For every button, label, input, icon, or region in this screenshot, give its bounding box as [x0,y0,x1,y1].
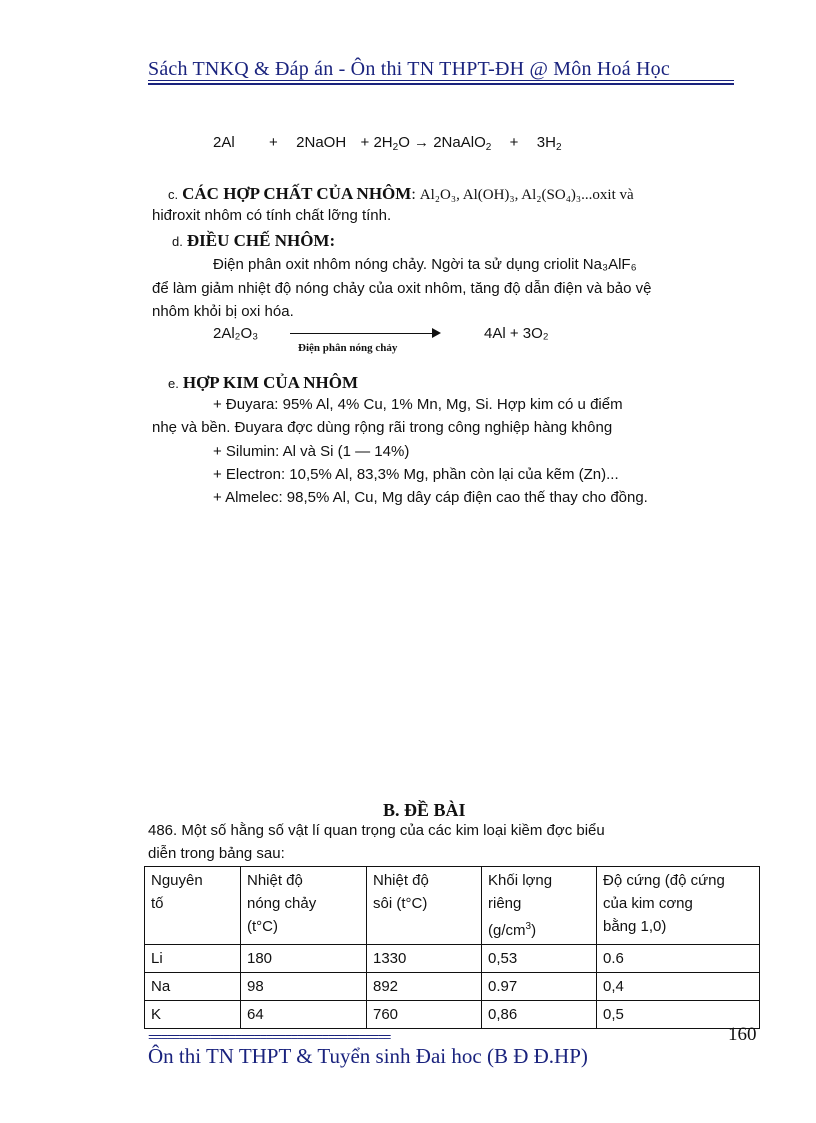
section-letter: e. [168,376,179,391]
eq-reactant-al: 2Al [213,134,235,151]
header-cell: Nguyên tố [145,867,241,945]
eq-reactant-naoh: 2NaOH [296,134,347,151]
section-title: CÁC HỢP CHẤT CỦA NHÔM [182,184,412,203]
list-item: + Electron: 10,5% Al, 83,3% Mg, phần còn lại của kẽm (Zn)... [213,466,619,483]
footer-text: Ôn thi TN THPT & Tuyển sinh Đai hoc (B Đ Đ.HP) [148,1044,588,1068]
table-cell: 0,86 [482,1001,597,1029]
eq-reactant-al2o3: 2Al₂O₃ [213,325,259,342]
paragraph-line: hiđroxit nhôm có tính chất lỡng tính. [152,207,392,224]
table-cell: 64 [241,1001,367,1029]
table-cell: 0.6 [597,945,760,973]
equation-aluminum-naoh [213,134,562,153]
page-number: 160 [728,1024,757,1045]
eq-product-naalo2: 2NaAlO$_2$ [433,134,492,153]
question-text: 486. Một số hằng số vật lí quan trọng của các kim loại kiềm đợc biểu [148,822,605,839]
section-letter: c. [168,187,179,202]
reaction-condition: Điện phân nóng chảy [298,342,398,354]
question-text: diễn trong bảng sau: [148,845,285,862]
eq-product-h2: $3H_2$ [536,134,562,153]
paragraph-line: nhôm khỏi bị oxi hóa. [152,303,294,320]
table-cell: Na [145,973,241,1001]
table-cell: 0,5 [597,1001,760,1029]
list-item: + Đuyara: 95% Al, 4% Cu, 1% Mn, Mg, Si. Hợp kim có u điểm [213,396,623,413]
header-divider-thick [148,83,734,85]
eq-reactant-water: $2H_2O$ [373,134,410,153]
compound-list: Al₂O₃, Al(OH)₃, Al₂(SO₄)₃...oxit và [419,187,634,203]
eq-products: 4Al + 3O₂ [484,325,549,342]
table-cell: 760 [367,1001,482,1029]
table-cell: 98 [241,973,367,1001]
alkali-metal-properties-table [144,866,760,1029]
table-cell: 0,53 [482,945,597,973]
header-cell: Độ cứng (độ cứng của kim cơng bằng 1,0) [597,867,760,945]
header-cell: Nhiệt độ sôi (t°C) [367,867,482,945]
page-header-title: Sách TNKQ & Đáp án - Ôn thi TN THPT-ĐH @ Môn Hoá Học [148,58,670,80]
reaction-arrow-head [432,328,441,338]
section-letter: d. [172,234,183,249]
table-header-row [145,867,760,945]
paragraph-line: nhẹ và bền. Đuyara đợc dùng rộng rãi trong công nghiệp hàng không [152,419,613,436]
table-cell: 0,4 [597,973,760,1001]
table-row [145,973,760,1001]
section-c-heading: c. CÁC HỢP CHẤT CỦA NHÔM: Al₂O₃, Al(OH)₃, Al₂(SO₄)₃...oxit và [168,184,634,203]
eq-plus: + [509,134,519,151]
header-cell: Nhiệt độ nóng chảy (t°C) [241,867,367,945]
section-d-heading [172,231,335,251]
eq-arrow: → [414,134,430,151]
eq-plus: + [269,134,278,151]
section-b-title: B. ĐỀ BÀI [383,800,466,820]
section-title: ĐIỀU CHẾ NHÔM: [186,231,336,250]
section-title: HỢP KIM CỦA NHÔM [182,373,359,392]
header-cell: Khối lợng riêng $(g/cm^3)$ [482,867,597,945]
table-cell: 892 [367,973,482,1001]
header-divider [148,80,734,81]
table-cell: 0.97 [482,973,597,1001]
table-cell: K [145,1001,241,1029]
table-row [145,1001,760,1029]
table-cell: 1330 [367,945,482,973]
table-cell: 180 [241,945,367,973]
list-item: + Silumin: Al và Si (1 — 14%) [213,443,410,460]
table-cell: Li [145,945,241,973]
paragraph-line: để làm giảm nhiệt độ nóng chảy của oxit nhôm, tăng độ dẫn điện và bảo vệ [152,280,652,297]
list-item: + Almelec: 98,5% Al, Cu, Mg dây cáp điện cao thế thay cho đồng. [213,489,648,506]
eq-plus: + [360,134,370,151]
table-row [145,945,760,973]
section-e-heading [168,373,358,393]
footer-rule: ======================================= [148,1030,390,1045]
paragraph-line: Điện phân oxit nhôm nóng chảy. Ngời ta sử dụng criolit Na₃AlF₆ [213,256,637,273]
reaction-arrow [290,333,436,334]
